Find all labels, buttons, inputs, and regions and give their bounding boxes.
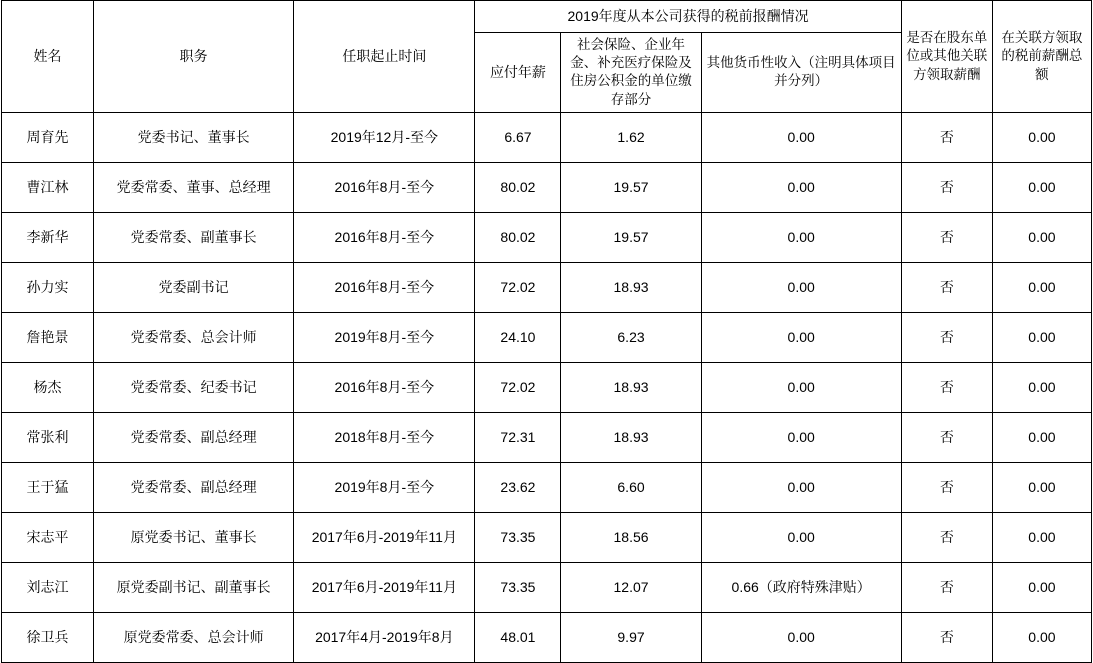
table-row bbox=[2, 312, 1092, 362]
cell-tenure: 2017年4月-2019年8月 bbox=[294, 612, 475, 662]
cell-tenure: 2017年6月-2019年11月 bbox=[294, 512, 475, 562]
cell-other-income: 0.00 bbox=[701, 462, 901, 512]
table-row bbox=[2, 262, 1092, 312]
cell-name: 常张利 bbox=[2, 412, 94, 462]
cell-annual-salary: 24.10 bbox=[475, 312, 561, 362]
cell-annual-salary: 72.02 bbox=[475, 362, 561, 412]
cell-social-insurance: 18.93 bbox=[561, 362, 701, 412]
cell-social-insurance: 18.93 bbox=[561, 412, 701, 462]
column-header-social-insurance: 社会保险、企业年金、补充医疗保险及住房公积金的单位缴存部分 bbox=[561, 33, 701, 113]
cell-tenure: 2019年8月-至今 bbox=[294, 462, 475, 512]
cell-name: 孙力实 bbox=[2, 262, 94, 312]
table-row bbox=[2, 362, 1092, 412]
table-header bbox=[2, 1, 1092, 113]
cell-other-income: 0.66（政府特殊津贴） bbox=[701, 562, 901, 612]
cell-tenure: 2016年8月-至今 bbox=[294, 362, 475, 412]
cell-other-income: 0.00 bbox=[701, 312, 901, 362]
cell-social-insurance: 6.60 bbox=[561, 462, 701, 512]
cell-other-income: 0.00 bbox=[701, 262, 901, 312]
cell-position: 原党委副书记、副董事长 bbox=[94, 562, 294, 612]
cell-position: 党委常委、副董事长 bbox=[94, 212, 294, 262]
cell-related-party-flag: 否 bbox=[901, 512, 992, 562]
cell-social-insurance: 18.93 bbox=[561, 262, 701, 312]
cell-tenure: 2019年12月-至今 bbox=[294, 112, 475, 162]
header-row-top bbox=[2, 1, 1092, 33]
cell-annual-salary: 72.31 bbox=[475, 412, 561, 462]
cell-name: 王于猛 bbox=[2, 462, 94, 512]
cell-related-party-amount: 0.00 bbox=[992, 162, 1091, 212]
cell-related-party-flag: 否 bbox=[901, 612, 992, 662]
cell-annual-salary: 72.02 bbox=[475, 262, 561, 312]
cell-annual-salary: 80.02 bbox=[475, 162, 561, 212]
cell-other-income: 0.00 bbox=[701, 612, 901, 662]
column-header-group-2019-pretax-compensation: 2019年度从本公司获得的税前报酬情况 bbox=[475, 1, 901, 33]
cell-related-party-amount: 0.00 bbox=[992, 562, 1091, 612]
cell-social-insurance: 19.57 bbox=[561, 212, 701, 262]
column-header-tenure: 任职起止时间 bbox=[294, 1, 475, 113]
cell-social-insurance: 19.57 bbox=[561, 162, 701, 212]
table-row bbox=[2, 412, 1092, 462]
cell-name: 宋志平 bbox=[2, 512, 94, 562]
cell-name: 刘志江 bbox=[2, 562, 94, 612]
table-row bbox=[2, 562, 1092, 612]
cell-position: 党委书记、董事长 bbox=[94, 112, 294, 162]
cell-position: 党委常委、副总经理 bbox=[94, 412, 294, 462]
cell-social-insurance: 6.23 bbox=[561, 312, 701, 362]
cell-annual-salary: 23.62 bbox=[475, 462, 561, 512]
cell-name: 杨杰 bbox=[2, 362, 94, 412]
cell-related-party-flag: 否 bbox=[901, 562, 992, 612]
column-header-annual-salary: 应付年薪 bbox=[475, 33, 561, 113]
cell-related-party-amount: 0.00 bbox=[992, 612, 1091, 662]
cell-annual-salary: 73.35 bbox=[475, 512, 561, 562]
cell-annual-salary: 48.01 bbox=[475, 612, 561, 662]
cell-related-party-amount: 0.00 bbox=[992, 462, 1091, 512]
cell-social-insurance: 18.56 bbox=[561, 512, 701, 562]
cell-social-insurance: 9.97 bbox=[561, 612, 701, 662]
cell-tenure: 2016年8月-至今 bbox=[294, 212, 475, 262]
cell-other-income: 0.00 bbox=[701, 112, 901, 162]
cell-related-party-flag: 否 bbox=[901, 412, 992, 462]
cell-related-party-amount: 0.00 bbox=[992, 212, 1091, 262]
cell-tenure: 2016年8月-至今 bbox=[294, 262, 475, 312]
cell-name: 曹江林 bbox=[2, 162, 94, 212]
cell-position: 党委副书记 bbox=[94, 262, 294, 312]
cell-related-party-flag: 否 bbox=[901, 362, 992, 412]
cell-related-party-amount: 0.00 bbox=[992, 312, 1091, 362]
table-row bbox=[2, 462, 1092, 512]
column-header-related-party-flag: 是否在股东单位或其他关联方领取薪酬 bbox=[901, 1, 992, 113]
cell-position: 原党委常委、总会计师 bbox=[94, 612, 294, 662]
cell-tenure: 2019年8月-至今 bbox=[294, 312, 475, 362]
cell-position: 党委常委、董事、总经理 bbox=[94, 162, 294, 212]
cell-other-income: 0.00 bbox=[701, 412, 901, 462]
cell-related-party-amount: 0.00 bbox=[992, 512, 1091, 562]
cell-related-party-amount: 0.00 bbox=[992, 362, 1091, 412]
table-row bbox=[2, 512, 1092, 562]
cell-tenure: 2017年6月-2019年11月 bbox=[294, 562, 475, 612]
cell-other-income: 0.00 bbox=[701, 512, 901, 562]
column-header-other-income: 其他货币性收入（注明具体项目并分列） bbox=[701, 33, 901, 113]
cell-name: 徐卫兵 bbox=[2, 612, 94, 662]
cell-related-party-flag: 否 bbox=[901, 262, 992, 312]
column-header-related-party-amount: 在关联方领取的税前薪酬总额 bbox=[992, 1, 1091, 113]
table-row bbox=[2, 112, 1092, 162]
cell-position: 原党委书记、董事长 bbox=[94, 512, 294, 562]
column-header-position: 职务 bbox=[94, 1, 294, 113]
cell-related-party-amount: 0.00 bbox=[992, 112, 1091, 162]
cell-related-party-flag: 否 bbox=[901, 312, 992, 362]
cell-related-party-flag: 否 bbox=[901, 212, 992, 262]
cell-annual-salary: 6.67 bbox=[475, 112, 561, 162]
cell-related-party-amount: 0.00 bbox=[992, 412, 1091, 462]
table-row bbox=[2, 162, 1092, 212]
cell-position: 党委常委、总会计师 bbox=[94, 312, 294, 362]
cell-other-income: 0.00 bbox=[701, 362, 901, 412]
table-row bbox=[2, 212, 1092, 262]
cell-annual-salary: 80.02 bbox=[475, 212, 561, 262]
cell-other-income: 0.00 bbox=[701, 162, 901, 212]
cell-related-party-flag: 否 bbox=[901, 162, 992, 212]
cell-social-insurance: 12.07 bbox=[561, 562, 701, 612]
cell-tenure: 2018年8月-至今 bbox=[294, 412, 475, 462]
cell-position: 党委常委、副总经理 bbox=[94, 462, 294, 512]
cell-name: 周育先 bbox=[2, 112, 94, 162]
cell-related-party-flag: 否 bbox=[901, 462, 992, 512]
table-row bbox=[2, 612, 1092, 662]
cell-annual-salary: 73.35 bbox=[475, 562, 561, 612]
cell-name: 詹艳景 bbox=[2, 312, 94, 362]
cell-name: 李新华 bbox=[2, 212, 94, 262]
cell-position: 党委常委、纪委书记 bbox=[94, 362, 294, 412]
cell-related-party-flag: 否 bbox=[901, 112, 992, 162]
executive-compensation-table bbox=[1, 0, 1092, 663]
column-header-name: 姓名 bbox=[2, 1, 94, 113]
cell-other-income: 0.00 bbox=[701, 212, 901, 262]
cell-social-insurance: 1.62 bbox=[561, 112, 701, 162]
cell-related-party-amount: 0.00 bbox=[992, 262, 1091, 312]
cell-tenure: 2016年8月-至今 bbox=[294, 162, 475, 212]
table-body bbox=[2, 112, 1092, 662]
